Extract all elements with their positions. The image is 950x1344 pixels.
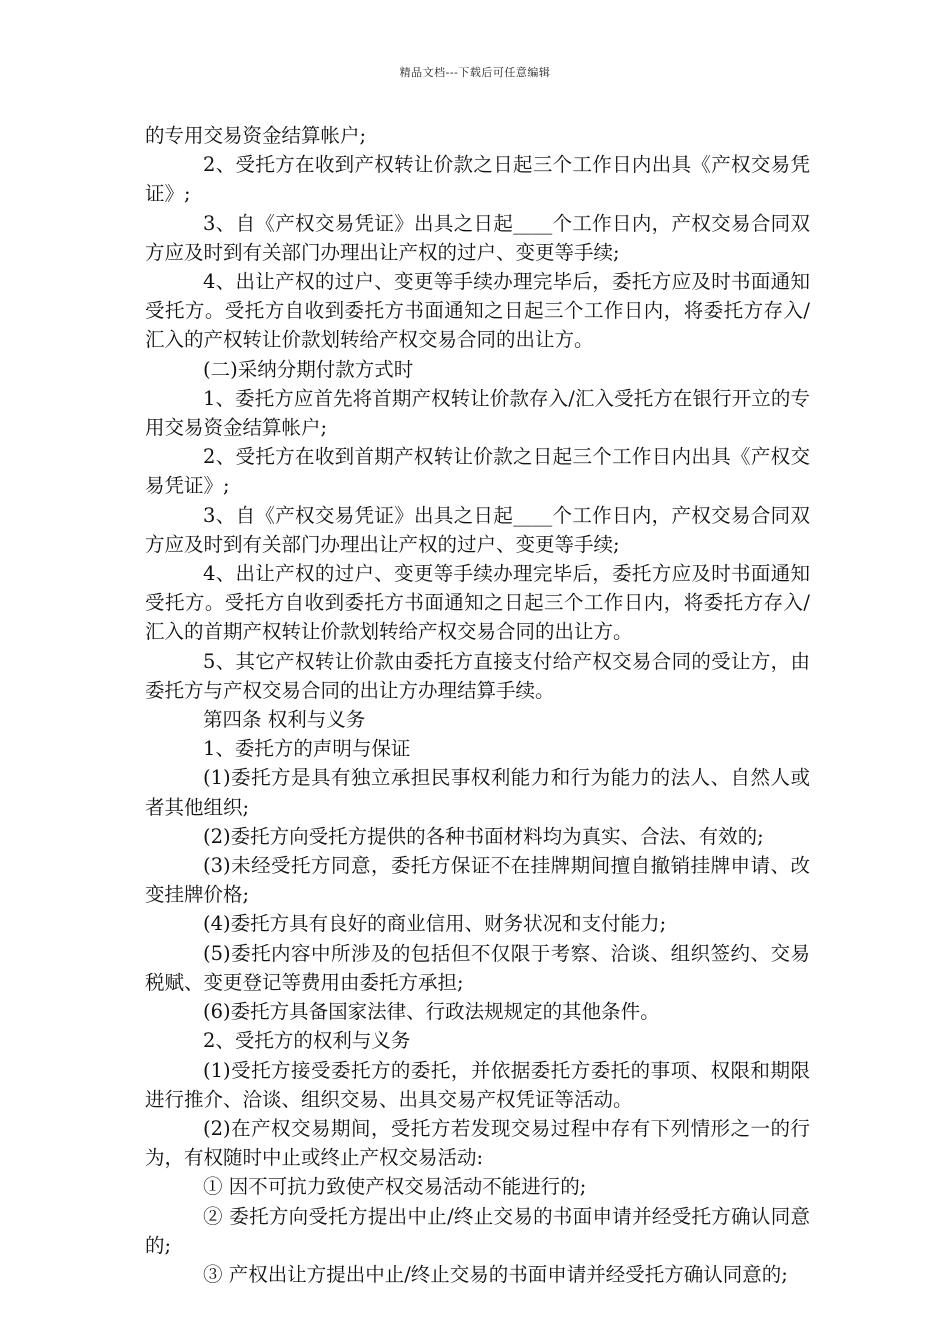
paragraph: 2、受托方的权利与义务	[203, 1029, 411, 1053]
paragraph: (2)在产权交易期间，受托方若发现交易过程中存有下列情形之一的行为，有权随时中止或终止产权交易活动:	[145, 1116, 810, 1170]
paragraph: ① 因不可抗力致使产权交易活动不能进行的;	[203, 1175, 587, 1199]
paragraph: (1)委托方是具有独立承担民事权利能力和行为能力的法人、自然人或者其他组织;	[145, 766, 810, 819]
paragraph: 3、自《产权交易凭证》出具之日起____个工作日内，产权交易合同双方应及时到有关部门办理出让产权的过户、变更等手续;	[145, 503, 810, 556]
page-header: 精品文档---下载后可任意编辑	[399, 66, 551, 79]
paragraph: 2、受托方在收到产权转让价款之日起三个工作日内出具《产权交易凭证》;	[145, 153, 810, 206]
paragraph: ③ 产权出让方提出中止/终止交易的书面申请并经受托方确认同意的;	[203, 1262, 788, 1286]
paragraph: 的专用交易资金结算帐户;	[145, 124, 367, 147]
paragraph: 第四条 权利与义务	[203, 708, 366, 732]
paragraph: (3)未经受托方同意，委托方保证不在挂牌期间擅自撤销挂牌申请、改变挂牌价格;	[145, 854, 810, 907]
paragraph: 4、出让产权的过户、变更等手续办理完毕后，委托方应及时书面通知受托方。受托方自收到委托方书面通知之日起三个工作日内，将委托方存入/汇入的产权转让价款划转给产权交易合同的出让方。	[145, 270, 810, 352]
paragraph: (6)委托方具备国家法律、行政法规规定的其他条件。	[203, 1000, 660, 1024]
paragraph: (2)委托方向受托方提供的各种书面材料均为真实、合法、有效的;	[203, 824, 764, 848]
paragraph: 1、委托方的声明与保证	[203, 737, 411, 761]
paragraph: 5、其它产权转让价款由委托方直接支付给产权交易合同的受让方，由委托方与产权交易合同的出让方办理结算手续。	[145, 649, 810, 702]
paragraph: 4、出让产权的过户、变更等手续办理完毕后，委托方应及时书面通知受托方。受托方自收到委托方书面通知之日起三个工作日内，将委托方存入/汇入的首期产权转让价款划转给产权交易合同的出让方。	[145, 562, 810, 644]
paragraph: 1、委托方应首先将首期产权转让价款存入/汇入受托方在银行开立的专用交易资金结算帐户;	[145, 386, 810, 440]
document-body	[145, 121, 810, 1289]
paragraph: 3、自《产权交易凭证》出具之日起____个工作日内，产权交易合同双方应及时到有关部门办理出让产权的过户、变更等手续;	[145, 211, 810, 264]
paragraph: (1)受托方接受委托方的委托，并依据委托方委托的事项、权限和期限进行推介、洽谈、组织交易、出具交易产权凭证等活动。	[145, 1058, 810, 1111]
paragraph: ② 委托方向受托方提出中止/终止交易的书面申请并经受托方确认同意的;	[145, 1204, 810, 1257]
paragraph: (二)采纳分期付款方式时	[203, 357, 414, 381]
paragraph: (4)委托方具有良好的商业信用、财务状况和支付能力;	[203, 912, 667, 936]
paragraph: (5)委托内容中所涉及的包括但不仅限于考察、洽谈、组织签约、交易税赋、变更登记等费用由委托方承担;	[145, 941, 810, 994]
paragraph: 2、受托方在收到首期产权转让价款之日起三个工作日内出具《产权交易凭证》;	[145, 445, 810, 498]
